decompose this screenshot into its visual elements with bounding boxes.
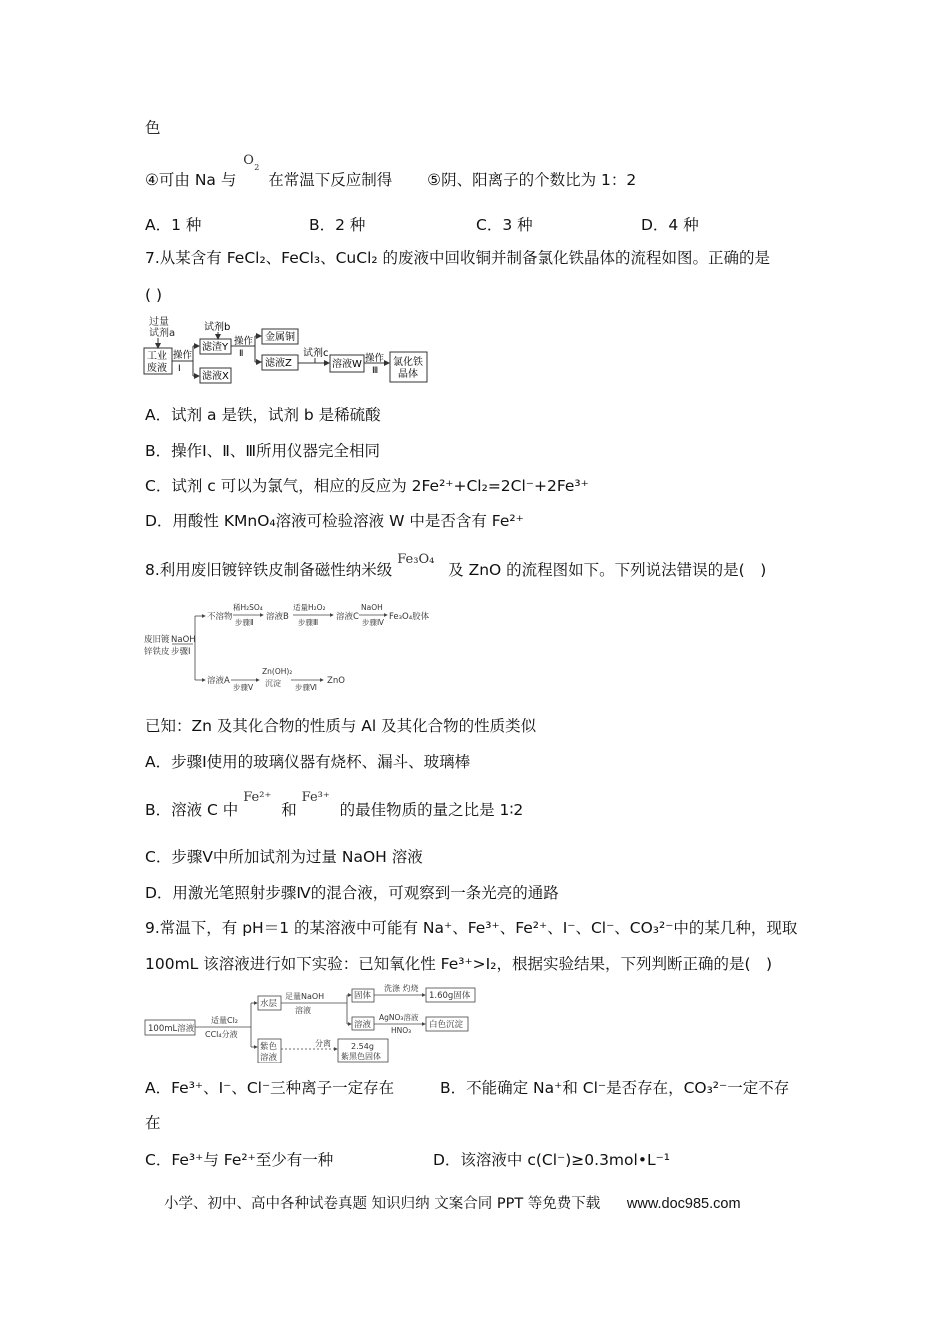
footer-text: 小学、初中、高中各种试卷真题 知识归纳 文案合同 PPT 等免费下载 (164, 1196, 601, 1212)
q8-step2: 步骤Ⅱ (235, 618, 254, 627)
q9-mass1: 1.60g固体 (429, 991, 471, 1001)
q9-naoh-1: 足量NaOH (285, 992, 325, 1001)
q7-op1-1: 操作 (173, 350, 193, 361)
q9-option-a: A．Fe³⁺、I⁻、Cl⁻三种离子一定存在 (145, 1079, 395, 1097)
q7-op3-1: 操作 (365, 353, 385, 364)
q9-option-d: D．该溶液中 c(Cl⁻)≥0.3mol•L⁻¹ (433, 1151, 670, 1169)
q9-option-c: C．Fe³⁺与 Fe²⁺至少有一种 (145, 1151, 334, 1169)
q7-op2-2: Ⅱ (239, 349, 244, 359)
q8-option-b-pre: B．溶液 C 中 (145, 801, 239, 819)
q8-stem-post: 及 ZnO 的流程图如下。下列说法错误的是( ) (448, 561, 767, 579)
q9-flow-diagram (143, 983, 483, 1063)
q8-step3: 步骤Ⅲ (298, 618, 319, 627)
q8-step5: 步骤Ⅴ (233, 683, 254, 692)
q7-reagent-c: 试剂c (303, 348, 329, 359)
q7-option-b: B．操作Ⅰ、Ⅱ、Ⅲ所用仪器完全相同 (145, 442, 381, 460)
q9-purple-1: 紫色 (260, 1042, 278, 1052)
q7-stem-line2: ( ) (145, 286, 163, 304)
q8-sol-c: 溶液C (336, 612, 359, 622)
fe3o4-formula: Fe₃O₄ (397, 552, 435, 567)
q9-cl2: 适量Cl₂ (211, 1016, 239, 1025)
q7-stem-line1: 7.从某含有 FeCl₂、FeCl₃、CuCl₂ 的废液中回收铜并制备氯化铁晶体的流程如图。正确的是 (145, 249, 771, 267)
q9-start: 100mL溶液 (148, 1024, 195, 1034)
q7-metal-cu: 金属铜 (265, 332, 295, 343)
q9-naoh-2: 溶液 (295, 1006, 311, 1015)
q9-mass2-1: 2.54g (351, 1042, 374, 1051)
q8-step6: 步骤Ⅵ (295, 683, 317, 692)
q9-ccl4: CCl₄分液 (205, 1030, 238, 1039)
prev-option-a: A．1 种 (145, 216, 202, 234)
q8-stem (145, 552, 767, 582)
footer-url[interactable]: www.doc985.com (626, 1196, 741, 1212)
q7-option-c: C．试剂 c 可以为氯气，相应的反应为 2Fe²⁺+Cl₂=2Cl⁻+2Fe³⁺ (145, 477, 589, 495)
q9-purple-2: 溶液 (260, 1053, 278, 1063)
q7-solution-w: 溶液W (332, 359, 362, 370)
q7-waste-2: 废液 (147, 363, 167, 374)
q8-colloid: Fe₃O₄胶体 (389, 612, 430, 622)
prev-item-4-post: 在常温下反应制得 (268, 171, 393, 189)
q7-option-a: A．试剂 a 是铁，试剂 b 是稀硫酸 (145, 406, 381, 424)
q8-known: 已知：Zn 及其化合物的性质与 Al 及其化合物的性质类似 (145, 717, 537, 735)
q8-h2o2: 适量H₂O₂ (293, 603, 326, 612)
q7-reagent-b: 试剂b (204, 322, 231, 333)
q8-option-b-mid: 和 (281, 801, 297, 819)
q9-hno3: HNO₃ (391, 1026, 412, 1035)
q8-sol-a: 溶液A (207, 676, 230, 686)
prev-option-d: D．4 种 (641, 216, 699, 234)
prev-option-c: C．3 种 (476, 216, 533, 234)
q9-separate: 分离 (315, 1039, 331, 1048)
q9-mass2-2: 紫黑色固体 (341, 1052, 381, 1061)
q8-sol-b: 溶液B (266, 612, 289, 622)
q8-source-2: 锌铁皮 (144, 647, 170, 657)
q8-option-a: A．步骤Ⅰ使用的玻璃仪器有烧杯、漏斗、玻璃棒 (145, 753, 471, 771)
q8-insoluble: 不溶物 (207, 612, 233, 622)
q9-aqueous: 水层 (260, 999, 278, 1009)
q8-znoh2-2: 沉淀 (265, 679, 281, 688)
q9-option-b-line2: 在 (145, 1114, 161, 1132)
q9-stem-line2: 100mL 该溶液进行如下实验：已知氧化性 Fe³⁺>I₂，根据实验结果，下列判断正确的是( ) (145, 955, 773, 973)
q8-step1: 步骤Ⅰ (171, 647, 191, 657)
q7-op2-1: 操作 (234, 336, 254, 347)
prev-item-4 (145, 153, 637, 190)
q8-source-1: 废旧镀 (144, 635, 170, 645)
q8-znoh2-1: Zn(OH)₂ (262, 667, 293, 676)
q9-wash: 洗涤 灼烧 (384, 984, 419, 993)
q8-option-c: C．步骤Ⅴ中所加试剂为过量 NaOH 溶液 (145, 848, 423, 866)
q9-agno3: AgNO₃溶液 (379, 1013, 419, 1022)
fe2-ion: Fe²⁺ (243, 790, 272, 805)
q7-reagent-a-label-2: 试剂a (149, 328, 176, 339)
q7-filtrate-x: 滤液X (202, 371, 229, 382)
q7-option-d: D．用酸性 KMnO₄溶液可检验溶液 W 中是否含有 Fe²⁺ (145, 512, 524, 530)
prev-question-tail: 色 (145, 119, 161, 137)
q8-option-d: D．用激光笔照射步骤Ⅳ的混合液，可观察到一条光亮的通路 (145, 884, 559, 902)
q8-option-b-post: 的最佳物质的量之比是 1∶2 (339, 801, 524, 819)
q8-step4: 步骤Ⅳ (362, 618, 384, 627)
q9-white-ppt: 白色沉淀 (429, 1020, 464, 1030)
prev-item-4-pre: ④可由 Na 与 (145, 171, 237, 189)
prev-item-5: ⑤阴、阳离子的个数比为 1：2 (427, 171, 637, 189)
q8-stem-pre: 8.利用废旧镀锌铁皮制备磁性纳米级 (145, 561, 393, 579)
q9-option-b-line1: B．不能确定 Na⁺和 Cl⁻是否存在，CO₃²⁻一定不存 (440, 1079, 790, 1097)
q7-product-2: 晶体 (398, 369, 418, 380)
q8-dil-h2so4: 稀H₂SO₄ (233, 603, 263, 612)
prev-option-b: B．2 种 (309, 216, 366, 234)
o2-formula: O 2 (243, 153, 260, 172)
q7-op3-2: Ⅲ (372, 366, 379, 376)
q7-op1-2: Ⅰ (178, 364, 181, 374)
q8-naoh: NaOH (171, 635, 196, 645)
page-footer (164, 1192, 741, 1213)
q7-flow-diagram (143, 316, 433, 386)
q7-filtrate-z: 滤液Z (265, 358, 292, 369)
q9-solid: 固体 (354, 991, 372, 1001)
q7-product-1: 氯化铁 (393, 357, 423, 368)
fe3-ion: Fe³⁺ (301, 790, 330, 805)
q8-flow-diagram (143, 598, 433, 693)
q7-reagent-a-label-1: 过量 (149, 317, 169, 328)
q8-zno: ZnO (327, 676, 345, 686)
q8-naoh2: NaOH (361, 603, 383, 612)
q7-residue-y: 滤渣Y (202, 342, 229, 353)
q9-solution: 溶液 (354, 1020, 372, 1030)
q9-stem-line1: 9.常温下，有 pH＝1 的某溶液中可能有 Na⁺、Fe³⁺、Fe²⁺、I⁻、Cl⁻、CO₃²⁻中的某几种，现取 (145, 919, 798, 937)
q8-option-b (145, 790, 524, 822)
q7-waste-1: 工业 (147, 351, 167, 362)
